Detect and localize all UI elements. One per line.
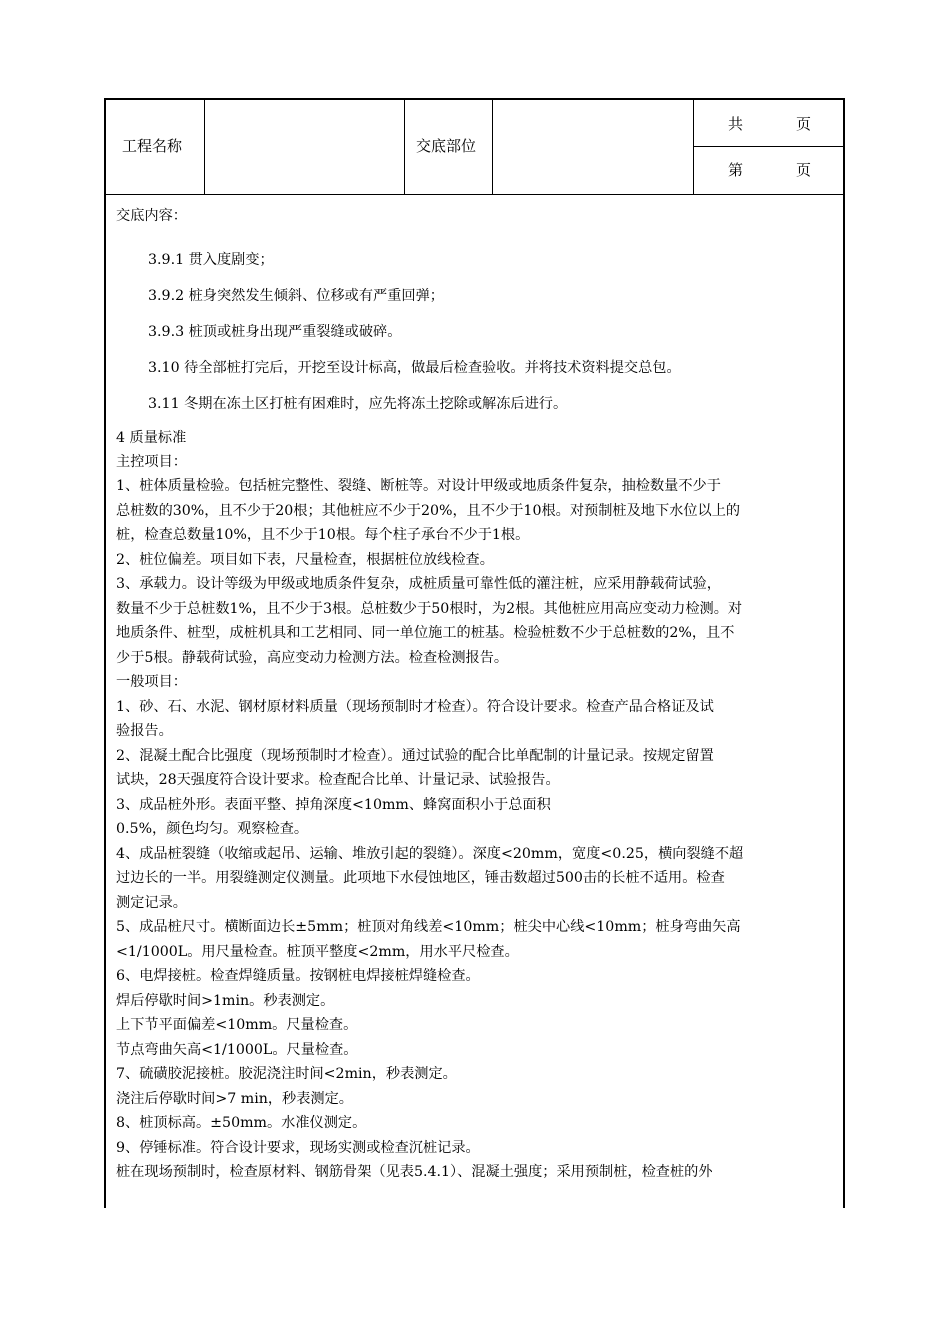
divider [693, 100, 694, 194]
total-pages-label: 共 [728, 115, 744, 133]
body-line: 验报告。 [116, 723, 173, 739]
body-line: 节点弯曲矢高<1/1000L。尺量检查。 [116, 1042, 358, 1058]
divider [492, 100, 493, 194]
body-line: 0.5%，颜色均匀。观察检查。 [116, 821, 309, 837]
body-line: 3、成品桩外形。表面平整、掉角深度<10mm、蜂窝面积小于总面积 [116, 797, 551, 813]
list-item: 3.9.3 桩顶或桩身出现严重裂缝或破碎。 [148, 324, 402, 340]
list-item: 3.9.2 桩身突然发生倾斜、位移或有严重回弹； [148, 288, 444, 304]
list-item: 3.10 待全部桩打完后，开挖至设计标高，做最后检查验收。并将技术资料提交总包。 [148, 360, 681, 376]
body-line: 数量不少于总桩数1%，且不少于3根。总桩数少于50根时，为2根。其他桩应用高应变动力检测。对 [116, 601, 743, 617]
body-line: 测定记录。 [116, 895, 187, 911]
body-line: 8、桩顶标高。±50mm。水准仪测定。 [116, 1115, 367, 1131]
body-line: 一般项目： [116, 674, 187, 690]
list-item: 3.9.1 贯入度剧变； [148, 252, 274, 268]
body-line: 桩，检查总数量10%，且不少于10根。每个柱子承台不少于1根。 [116, 527, 530, 543]
body-line: 5、成品桩尺寸。横断面边长±5mm；桩顶对角线差<10mm；桩尖中心线<10mm；桩身弯曲矢高 [116, 919, 741, 935]
body-line: 过边长的一半。用裂缝测定仪测量。此项地下水侵蚀地区，锤击数超过500击的长桩不适用。检查 [116, 870, 725, 886]
content-title: 交底内容： [116, 208, 187, 224]
page-number-unit: 页 [796, 161, 812, 179]
body-line: 桩在现场预制时，检查原材料、钢筋骨架（见表5.4.1）、混凝土强度；采用预制桩，检查桩的外 [116, 1164, 713, 1180]
location-label: 交底部位 [416, 137, 477, 155]
body-line: 试块，28天强度符合设计要求。检查配合比单、计量记录、试验报告。 [116, 772, 560, 788]
body-line: 7、硫磺胶泥接桩。胶泥浇注时间<2min，秒表测定。 [116, 1066, 457, 1082]
section-heading: 4 质量标准 [116, 430, 187, 446]
body-line: 3、承载力。设计等级为甲级或地质条件复杂，成桩质量可靠性低的灌注桩，应采用静载荷试验， [116, 576, 721, 592]
project-name-label: 工程名称 [122, 137, 183, 155]
body-line: 浇注后停歇时间>7 min，秒表测定。 [116, 1091, 353, 1107]
body-line: 主控项目： [116, 454, 187, 470]
body-line: 少于5根。静载荷试验，高应变动力检测方法。检查检测报告。 [116, 650, 509, 666]
body-line: 总桩数的30%，且不少于20根；其他桩应不少于20%，且不少于10根。对预制桩及地下水位以上的 [116, 503, 741, 519]
body-line: <1/1000L。用尺量检查。桩顶平整度<2mm，用水平尺检查。 [116, 944, 519, 960]
body-line: 9、停锤标准。符合设计要求，现场实测或检查沉桩记录。 [116, 1140, 480, 1156]
body-line: 1、桩体质量检验。包括桩完整性、裂缝、断桩等。对设计甲级或地质条件复杂，抽检数量不少于 [116, 478, 721, 494]
body-line: 上下节平面偏差<10mm。尺量检查。 [116, 1017, 358, 1033]
divider [204, 100, 205, 194]
body-line: 2、混凝土配合比强度（现场预制时才检查）。通过试验的配合比单配制的计量记录。按规定留置 [116, 748, 714, 764]
body-line: 2、桩位偏差。项目如下表，尺量检查，根据桩位放线检查。 [116, 552, 494, 568]
body-line: 6、电焊接桩。检查焊缝质量。按钢桩电焊接桩焊缝检查。 [116, 968, 480, 984]
total-pages-unit: 页 [796, 115, 812, 133]
body-line: 1、砂、石、水泥、钢材原材料质量（现场预制时才检查）。符合设计要求。检查产品合格证及试 [116, 699, 714, 715]
body-line: 焊后停歇时间>1min。秒表测定。 [116, 993, 335, 1009]
page-number-label: 第 [728, 161, 744, 179]
list-item: 3.11 冬期在冻土区打桩有困难时，应先将冻土挖除或解冻后进行。 [148, 396, 568, 412]
disclosure-form [104, 98, 845, 1208]
form-header [106, 100, 843, 195]
body-line: 4、成品桩裂缝（收缩或起吊、运输、堆放引起的裂缝）。深度<20mm，宽度<0.25，横向裂缝不超 [116, 846, 744, 862]
divider [693, 146, 843, 147]
body-line: 地质条件、桩型，成桩机具和工艺相同、同一单位施工的桩基。检验桩数不少于总桩数的2%，且不 [116, 625, 735, 641]
divider [404, 100, 405, 194]
